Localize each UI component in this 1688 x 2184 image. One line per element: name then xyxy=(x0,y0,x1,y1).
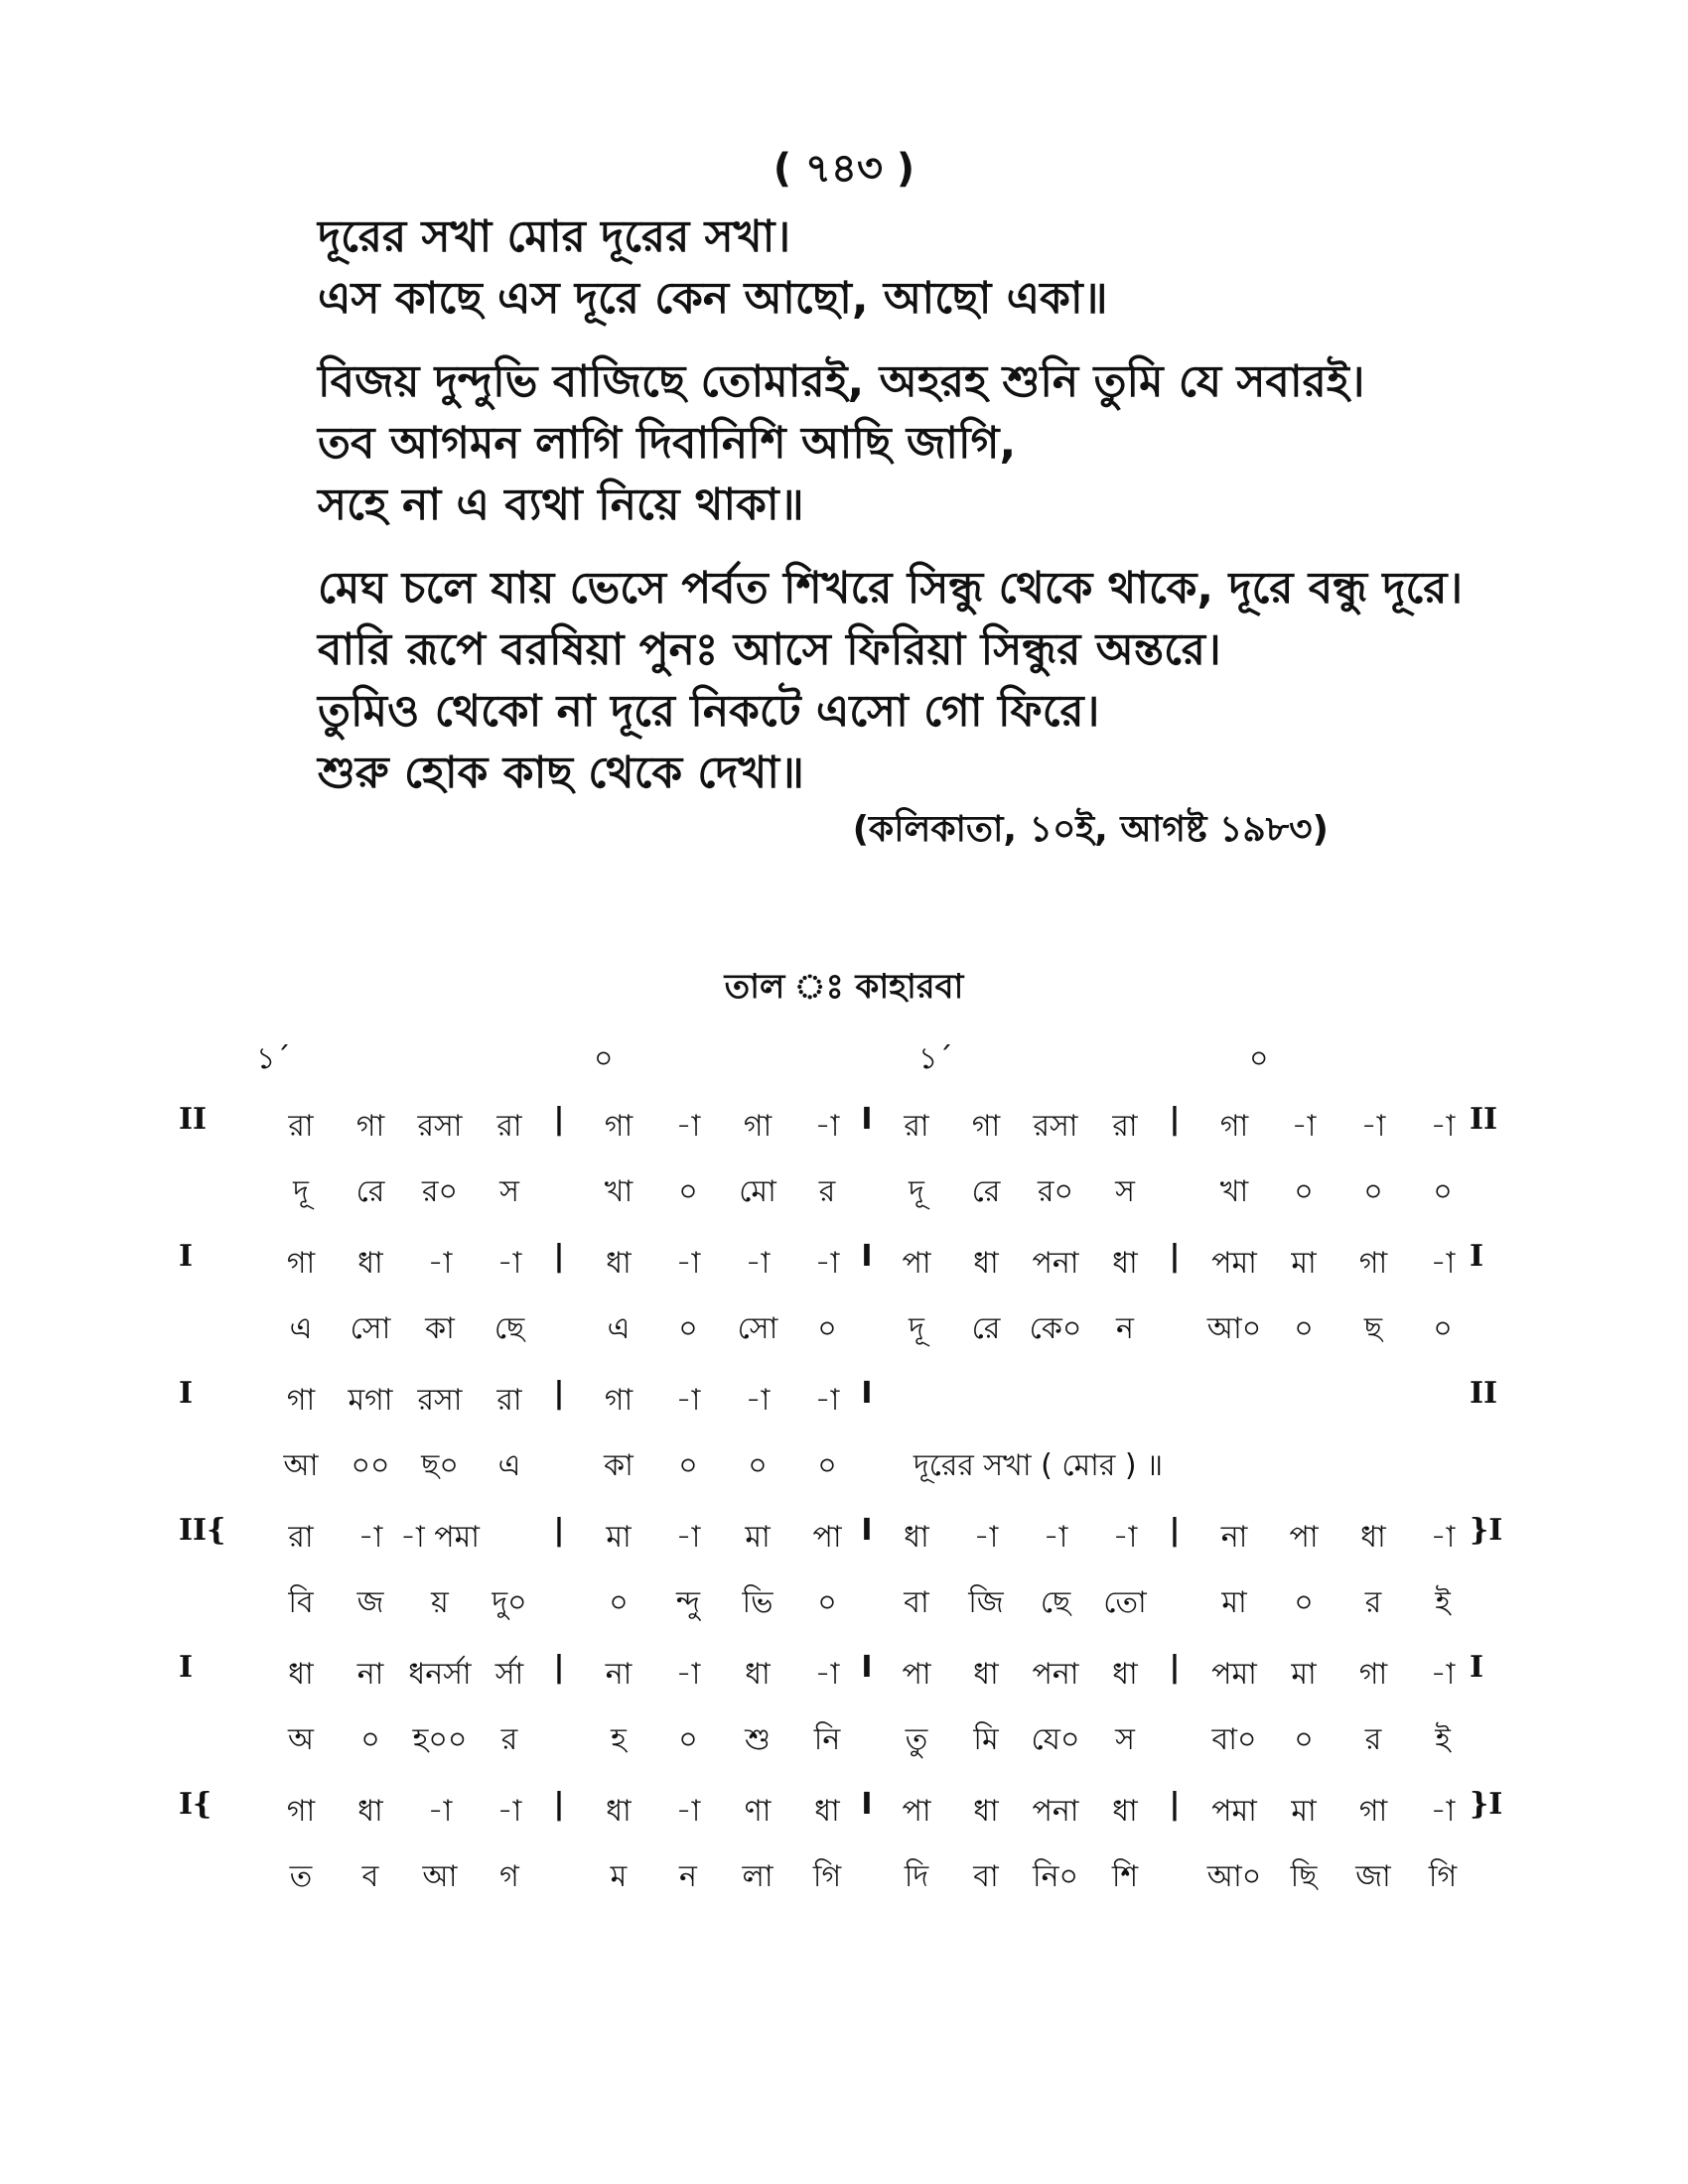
barline: | xyxy=(553,1239,565,1274)
swara-note: -া xyxy=(427,1246,453,1281)
swara-note: ধনর্সা xyxy=(408,1657,472,1692)
barline: I xyxy=(861,1239,873,1274)
lyric-syllable: ত xyxy=(289,1859,313,1894)
swara-note: -া xyxy=(1430,1246,1456,1281)
lyric-syllable: সো xyxy=(350,1311,391,1346)
notation-section xyxy=(179,1034,1509,1922)
lyric-syllable: শু xyxy=(745,1722,771,1757)
end-barline: II xyxy=(1470,1102,1498,1137)
swara-note: রা xyxy=(288,1109,314,1144)
swara-note: -া xyxy=(1430,1520,1456,1555)
lyric-syllable: নি০ xyxy=(1033,1859,1078,1894)
barline: | xyxy=(553,1650,565,1685)
swara-note: -া xyxy=(745,1246,771,1281)
end-barline: I xyxy=(1470,1650,1484,1685)
swara-note: ধা xyxy=(814,1794,840,1829)
lyric-syllable: সো xyxy=(737,1311,778,1346)
lyric-line: শুরু হোক কাছ থেকে দেখা॥ xyxy=(318,748,804,798)
swara-note: -া পমা xyxy=(400,1520,480,1555)
lyric-syllable: ০ xyxy=(360,1722,380,1757)
song-lyrics xyxy=(318,206,1489,826)
swara-note: মা xyxy=(1291,1657,1317,1692)
lyric-syllable: ভি xyxy=(742,1585,774,1620)
lyric-syllable: র xyxy=(1364,1722,1382,1757)
lyric-syllable-line xyxy=(179,1304,1509,1346)
start-barline: I xyxy=(179,1239,194,1274)
lyric-syllable: ০ xyxy=(678,1448,698,1483)
lyric-syllable: ০ xyxy=(609,1585,629,1620)
barline: I xyxy=(861,1650,873,1685)
swara-note: -া xyxy=(1360,1109,1386,1144)
swara-line xyxy=(179,1787,1509,1829)
swara-note: না xyxy=(605,1657,633,1692)
end-barline: }I xyxy=(1470,1513,1503,1548)
lyric-syllable: বা xyxy=(973,1859,999,1894)
swara-line xyxy=(179,1239,1509,1281)
swara-line xyxy=(179,1376,1509,1418)
refrain-cue: দূরের সখা ( মোর ) ॥ xyxy=(914,1448,1164,1483)
barline: | xyxy=(553,1102,565,1137)
swara-note: গা xyxy=(743,1109,773,1144)
swara-note: -া xyxy=(745,1383,771,1418)
swara-note: -া xyxy=(814,1383,840,1418)
swara-note: মা xyxy=(606,1520,632,1555)
lyric-line: তব আগমন লাগি দিবানিশি আছি জাগি, xyxy=(318,418,1017,469)
lyric-line: দূরের সখা মোর দূরের সখা। xyxy=(318,211,791,262)
start-barline: I xyxy=(179,1376,194,1411)
lyric-syllable: ছে xyxy=(493,1311,525,1346)
lyric-syllable: কা xyxy=(425,1311,455,1346)
lyric-syllable: রে xyxy=(355,1174,385,1209)
swara-note: -া xyxy=(675,1794,701,1829)
swara-note: গা xyxy=(1358,1246,1388,1281)
lyric-line: এস কাছে এস দূরে কেন আছো, আছো একা॥ xyxy=(318,273,1108,324)
swara-note: ধা xyxy=(1112,1246,1138,1281)
lyric-syllable: স xyxy=(1115,1174,1135,1209)
stanza xyxy=(318,351,1489,536)
beat-mark: ০ xyxy=(594,1041,614,1076)
swara-note: রা xyxy=(496,1109,522,1144)
swara-note: পমা xyxy=(1211,1246,1257,1281)
barline: I xyxy=(861,1376,873,1411)
swara-line xyxy=(179,1513,1509,1555)
swara-note: রা xyxy=(904,1109,929,1144)
lyric-syllable: ন xyxy=(1116,1311,1134,1346)
lyric-syllable: মা xyxy=(1221,1585,1247,1620)
swara-note: ধা xyxy=(973,1657,999,1692)
swara-note: গা xyxy=(286,1794,316,1829)
lyric-syllable: শি xyxy=(1111,1859,1139,1894)
lyric-syllable: ০ xyxy=(817,1448,837,1483)
lyric-syllable: রে xyxy=(971,1174,1001,1209)
lyric-syllable: মি xyxy=(973,1722,999,1757)
swara-note: রসা xyxy=(417,1383,463,1418)
notation-system xyxy=(179,1237,1509,1374)
lyric-syllable-line xyxy=(179,1578,1509,1620)
lyric-syllable: দূ xyxy=(293,1174,309,1209)
swara-note: -া xyxy=(496,1246,522,1281)
swara-note: পনা xyxy=(1032,1794,1079,1829)
lyric-line: সহে না এ ব্যথা নিয়ে থাকা॥ xyxy=(318,479,804,530)
barline: | xyxy=(1169,1787,1181,1822)
lyric-syllable: গি xyxy=(1428,1859,1458,1894)
swara-note: পা xyxy=(1289,1520,1319,1555)
lyric-syllable: ন্দু xyxy=(675,1585,701,1620)
swara-note: -া xyxy=(675,1109,701,1144)
lyric-syllable: খা xyxy=(604,1174,633,1209)
lyric-syllable: অ xyxy=(288,1722,314,1757)
swara-note: -া xyxy=(675,1246,701,1281)
lyric-syllable: কে০ xyxy=(1029,1311,1082,1346)
barline: | xyxy=(553,1376,565,1411)
swara-note: ধা xyxy=(606,1794,632,1829)
start-barline: I xyxy=(179,1650,194,1685)
barline: I xyxy=(861,1787,873,1822)
notation-systems xyxy=(179,1100,1509,1922)
notation-system xyxy=(179,1648,1509,1785)
lyric-line: তুমিও থেকো না দূরে নিকটে এসো গো ফিরে। xyxy=(318,686,1100,737)
barline: I xyxy=(861,1513,873,1548)
lyric-syllable: যে০ xyxy=(1031,1722,1080,1757)
composition-date: (কলিকাতা, ১০ই, আগষ্ট ১৯৮৩) xyxy=(852,809,1329,850)
swara-note: গা xyxy=(286,1383,316,1418)
swara-note: -া xyxy=(1430,1657,1456,1692)
lyric-syllable: ই xyxy=(1435,1585,1451,1620)
swara-note: ধা xyxy=(606,1246,632,1281)
lyric-syllable: দূ xyxy=(909,1174,924,1209)
lyric-syllable: ছ০ xyxy=(421,1448,459,1483)
swara-note: -া xyxy=(1112,1520,1138,1555)
swara-note: ধা xyxy=(357,1794,383,1829)
swara-note: -া xyxy=(357,1520,383,1555)
lyric-syllable: স xyxy=(1115,1722,1135,1757)
swara-note: গা xyxy=(604,1109,633,1144)
start-barline: II{ xyxy=(179,1513,226,1548)
lyric-syllable: ০ xyxy=(678,1722,698,1757)
swara-note: ধা xyxy=(1112,1794,1138,1829)
lyric-syllable: র xyxy=(818,1174,836,1209)
barline: | xyxy=(1169,1239,1181,1274)
swara-note: -া xyxy=(1430,1794,1456,1829)
lyric-syllable: আ০ xyxy=(1206,1859,1262,1894)
swara-note: -া xyxy=(1430,1109,1456,1144)
lyric-syllable: ০ xyxy=(817,1311,837,1346)
swara-note: গা xyxy=(604,1383,633,1418)
lyric-syllable: এ xyxy=(289,1311,313,1346)
lyric-syllable: ন xyxy=(679,1859,697,1894)
barline: | xyxy=(1169,1102,1181,1137)
lyric-syllable: আ০ xyxy=(1206,1311,1262,1346)
end-barline: I xyxy=(1470,1239,1484,1274)
swara-note: পনা xyxy=(1032,1657,1079,1692)
swara-note: -া xyxy=(1043,1520,1068,1555)
swara-note: না xyxy=(356,1657,384,1692)
swara-note: ধা xyxy=(1360,1520,1386,1555)
lyric-syllable: ছি xyxy=(1290,1859,1318,1894)
lyric-syllable: ০ xyxy=(1433,1174,1453,1209)
stanza xyxy=(318,206,1489,330)
lyric-syllable: র xyxy=(1364,1585,1382,1620)
lyric-syllable: গ xyxy=(499,1859,519,1894)
end-barline: }I xyxy=(1470,1787,1503,1822)
lyric-syllable: দু০ xyxy=(492,1585,527,1620)
lyric-syllable: র০ xyxy=(421,1174,458,1209)
swara-note: -া xyxy=(814,1109,840,1144)
swara-note: ধা xyxy=(745,1657,771,1692)
lyric-syllable: খা xyxy=(1219,1174,1249,1209)
swara-line xyxy=(179,1102,1509,1144)
lyric-syllable: ০ xyxy=(748,1448,768,1483)
tala-heading: তাল ঃ কাহারবা xyxy=(724,967,964,1007)
start-barline: I{ xyxy=(179,1787,212,1822)
swara-line xyxy=(179,1650,1509,1692)
swara-note: ধা xyxy=(973,1794,999,1829)
lyric-syllable: আ xyxy=(283,1448,319,1483)
swara-note: গা xyxy=(355,1109,385,1144)
end-barline: II xyxy=(1470,1376,1498,1411)
swara-note: মা xyxy=(1291,1794,1317,1829)
lyric-syllable: ০ xyxy=(1294,1174,1314,1209)
lyric-syllable: এ xyxy=(607,1311,631,1346)
lyric-syllable: তো xyxy=(1103,1585,1147,1620)
lyric-syllable: হ xyxy=(611,1722,627,1757)
lyric-syllable: ব xyxy=(361,1859,379,1894)
swara-note: রা xyxy=(1112,1109,1138,1144)
swara-note: পা xyxy=(902,1794,931,1829)
lyric-syllable: গি xyxy=(812,1859,842,1894)
lyric-syllable: লা xyxy=(742,1859,774,1894)
lyric-syllable: ০ xyxy=(678,1174,698,1209)
stanza xyxy=(318,558,1489,804)
lyric-syllable: স xyxy=(499,1174,519,1209)
swara-note: -া xyxy=(814,1246,840,1281)
swara-note: -া xyxy=(427,1794,453,1829)
swara-note: রা xyxy=(496,1383,522,1418)
swara-note: পমা xyxy=(1211,1794,1257,1829)
lyric-syllable: দি xyxy=(904,1859,929,1894)
swara-note: -া xyxy=(675,1657,701,1692)
swara-note: ধা xyxy=(357,1246,383,1281)
lyric-syllable: ০ xyxy=(1363,1174,1383,1209)
lyric-syllable: ই xyxy=(1435,1722,1451,1757)
lyric-syllable-line xyxy=(179,1167,1509,1209)
swara-note: পা xyxy=(812,1520,842,1555)
swara-note: র্সা xyxy=(494,1657,524,1692)
lyric-line: বারি রূপে বরষিয়া পুনঃ আসে ফিরিয়া সিন্ধুর অন্তরে। xyxy=(318,624,1221,675)
swara-note: রা xyxy=(288,1520,314,1555)
lyric-syllable: দূ xyxy=(909,1311,924,1346)
swara-note: গা xyxy=(1219,1109,1249,1144)
swara-note: ণা xyxy=(744,1794,772,1829)
lyric-syllable: জ xyxy=(356,1585,384,1620)
swara-note: ধা xyxy=(1112,1657,1138,1692)
swara-note: পা xyxy=(902,1246,931,1281)
lyric-syllable: র xyxy=(500,1722,518,1757)
swara-note: গা xyxy=(1358,1794,1388,1829)
start-barline: II xyxy=(179,1102,208,1137)
lyric-syllable: ০ xyxy=(678,1311,698,1346)
lyric-syllable: আ xyxy=(422,1859,458,1894)
lyric-line: বিজয় দুন্দুভি বাজিছে তোমারই, অহরহ শুনি তুমি যে সবারই। xyxy=(318,356,1365,407)
lyric-syllable: য় xyxy=(431,1585,449,1620)
lyric-syllable: কা xyxy=(604,1448,633,1483)
swara-note: -া xyxy=(675,1520,701,1555)
swara-note: -া xyxy=(814,1657,840,1692)
lyric-syllable: রে xyxy=(971,1311,1001,1346)
swara-note: পা xyxy=(902,1657,931,1692)
lyric-syllable: তু xyxy=(905,1722,928,1757)
swara-note: ধা xyxy=(288,1657,314,1692)
lyric-syllable: ০০ xyxy=(351,1448,390,1483)
swara-note: পনা xyxy=(1032,1246,1079,1281)
lyric-syllable: ছ xyxy=(1363,1311,1383,1346)
lyric-syllable: জি xyxy=(968,1585,1004,1620)
barline: I xyxy=(861,1102,873,1137)
lyric-syllable: জা xyxy=(1355,1859,1391,1894)
barline: | xyxy=(553,1787,565,1822)
lyric-syllable: নি xyxy=(813,1722,841,1757)
beat-mark: ১´ xyxy=(256,1041,291,1076)
lyric-line: মেঘ চলে যায় ভেসে পর্বত শিখরে সিন্ধু থেকে থাকে, দূরে বন্ধু দূরে। xyxy=(318,563,1464,614)
swara-note: গা xyxy=(971,1109,1001,1144)
lyric-syllable: র০ xyxy=(1037,1174,1073,1209)
lyric-syllable-line xyxy=(179,1715,1509,1757)
swara-note: ধা xyxy=(904,1520,929,1555)
swara-note: ধা xyxy=(973,1246,999,1281)
swara-note: গা xyxy=(286,1246,316,1281)
beat-marks-row xyxy=(179,1034,1509,1074)
beat-mark: ০ xyxy=(1249,1041,1269,1076)
swara-note: গা xyxy=(1358,1657,1388,1692)
lyric-syllable: বা xyxy=(904,1585,929,1620)
lyric-syllable: ছে xyxy=(1040,1585,1071,1620)
lyric-syllable: এ xyxy=(497,1448,521,1483)
swara-note: -া xyxy=(1291,1109,1317,1144)
swara-note: রসা xyxy=(417,1109,463,1144)
notation-system xyxy=(179,1511,1509,1648)
swara-note: না xyxy=(1220,1520,1248,1555)
swara-note: মা xyxy=(745,1520,771,1555)
barline: | xyxy=(1169,1513,1181,1548)
swara-note: -া xyxy=(675,1383,701,1418)
lyric-syllable: হ০০ xyxy=(412,1722,468,1757)
swara-note: পমা xyxy=(1211,1657,1257,1692)
lyric-syllable-line xyxy=(179,1852,1509,1894)
notation-system xyxy=(179,1100,1509,1237)
lyric-syllable: বা০ xyxy=(1211,1722,1257,1757)
swara-note: রসা xyxy=(1033,1109,1078,1144)
lyric-syllable: ০ xyxy=(1433,1311,1453,1346)
lyric-syllable: ০ xyxy=(1294,1722,1314,1757)
barline: | xyxy=(553,1513,565,1548)
swara-note: -া xyxy=(496,1794,522,1829)
notation-system xyxy=(179,1785,1509,1922)
swara-note: মা xyxy=(1291,1246,1317,1281)
lyric-syllable: ০ xyxy=(817,1585,837,1620)
lyric-syllable: ০ xyxy=(1294,1585,1314,1620)
lyric-syllable-line xyxy=(179,1441,1509,1483)
page-number: ( ৭৪৩ ) xyxy=(773,146,915,192)
lyric-syllable: মো xyxy=(739,1174,776,1209)
swara-note: মগা xyxy=(348,1383,393,1418)
lyric-syllable: ০ xyxy=(1294,1311,1314,1346)
barline: | xyxy=(1169,1650,1181,1685)
lyric-syllable: বি xyxy=(288,1585,314,1620)
notation-system xyxy=(179,1374,1509,1511)
beat-mark: ১´ xyxy=(918,1041,953,1076)
lyric-syllable: ম xyxy=(610,1859,628,1894)
swara-note: -া xyxy=(973,1520,999,1555)
